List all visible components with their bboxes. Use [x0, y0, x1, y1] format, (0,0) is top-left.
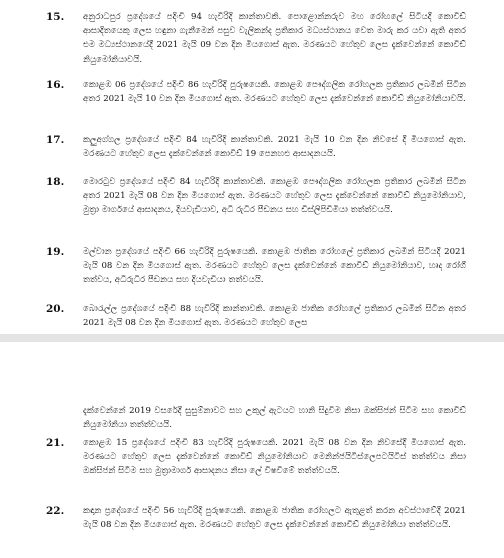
item-number: 21. [46, 437, 65, 449]
item-text: කොළඹ 15 ප්‍රදේශයේ පදිංචි 83 හැවිරිදි පුරුෂයෙකි. 2021 මැයි 08 වන දින නිවසේදී මියගොස් ඇත. මරණයට හේතුව ලෙස දැක්වෙන්නේ කොවිඩ් නියුමෝනියාව මෙනින්ජයිටිස්ලෙපටයිටිස් තත්ත්වය නිසා ඔක්සිජන් සිටීම සහ මුත්‍රාමාර්ග ආසාදනය නිසා ලේ විෂවීමේ තත්ත්වයයි. [83, 438, 466, 477]
item-number: 16. [46, 79, 65, 91]
item-number: 18. [46, 176, 65, 188]
item-text: කලුඅග්ගල ප්‍රදේශයේ පදිංචි 84 හැවිරිදි කාන්තාවකි. 2021 මැයි 10 වන දින නිවසේ දී මියගොස් ඇත. මරණයට හේතුව ලෙස දැක්වෙන්නේ කොවිඩ් 19 පෙනහළු ආසාදනයයි. [83, 135, 466, 160]
item-number: 15. [46, 11, 65, 23]
item-continuation-text: දැක්වෙන්නේ 2019 වසරේදී සුසුම්නාවට සහ උකුල් ඇටයට හානි සිදුවීම නිසා ඔක්සිජන් සිටීම සහ කොවිඩ් නියුමෝනියා තත්ත්වයයි. [83, 406, 466, 431]
item-number: 17. [46, 134, 65, 146]
item-text: මල්වාන ප්‍රදේශයේ පදිංචි 66 හැවිරිදි පුරුෂයෙකි. කොළඹ ජාතික රෝහලේ ප්‍රතිකාර ලබමින් සිටියදී 2021 මැයි 08 වන දින මියගොස් ඇත. මරණයට හේතුව ලෙස දැක්වෙන්නේ කොවිඩ් නියුමෝනියාව, හෘද රෝගී තත්වය, අධිරුධිර පීඩනය සහ දියවැඩියා තත්වයයි. [83, 247, 466, 286]
item-text: අනුරාධපුර ප්‍රදේශයේ පදිංචි 94 හැවිරිදි කාන්තාවකි. පොළොන්නරුව මහ රෝහලේ සිටියදී කොවිඩ් ආසාදිතයෙකු ලෙස හඳුනා ගැනීමෙන් පසුව වැලිකන්ද ප්‍රතිකාර මධ්‍යස්ථානය වෙත මාරු කර යවා ඇති අතර එම මධ්‍යස්ථානයේදී 2021 මැයි 09 වන දින මියගොස් ඇත. මරණයට හේතුව ලෙස දැක්වෙන්නේ කොවිඩ් නියුමෝනියාවයි. [83, 12, 466, 65]
document-page-bottom [0, 342, 504, 558]
item-number: 22. [46, 505, 65, 517]
item-text: කොළඹ 06 ප්‍රදේශයේ පදිංචි 86 හැවිරිදි පුරුෂයෙකි. කොළඹ පෞද්ගලික රෝහලක ප්‍රතිකාර ලබමින් සිටින අතර 2021 මැයි 10 වන දින මියගොස් ඇත. මරණයට හේතුව ලෙස දැක්වෙන්නේ කොවිඩ් නියුමෝනියාවයි. [83, 80, 466, 105]
item-text: බොරැල්ල ප්‍රදේශයේ පදිංචි 88 හැවිරිදි කාන්තාවකි. කොළඹ ජාතික රෝහලේ ප්‍රතිකාර ලබමින් සිටින අතර 2021 මැයි 08 වන දින මියගොස් ඇත. මරණයට හේතුව ලෙස [83, 304, 466, 329]
item-text: මොරටුව ප්‍රදේශයේ පදිංචි 84 හැවිරිදි කාන්තාවකි. කොළඹ පෞද්ගලික රෝහලක ප්‍රතිකාර ලබමින් සිටින අතර 2021 මැයි 08 වන දින මියගොස් ඇත. මරණයට හේතුව ලෙස දැක්වෙන්නේ කොවිඩ් නියුමෝනියාව, මුත්‍රා මාර්ගයේ ආසාදනය, දියවැඩියාව, අධි රුධිර පීඩනය සහ ඩිස්ලිපිඩිමියා තත්ත්වයයි. [83, 177, 466, 216]
item-number: 20. [46, 303, 65, 315]
item-text: කඳාන ප්‍රදේශයේ පදිංචි 56 හැවිරිදි පුරුෂයෙකි. කොළඹ ජාතික රෝහලට ඇතුළත් කරන අවස්ථාවේදී 2021 මැයි 08 වන දින මියගොස් ඇත. මරණයට හේතුව ලෙස දැක්වෙන්නේ කොවිඩ් නියුමෝනියා තත්ත්වයයි. [83, 506, 466, 531]
item-number: 19. [46, 246, 65, 258]
page-break [0, 334, 504, 342]
